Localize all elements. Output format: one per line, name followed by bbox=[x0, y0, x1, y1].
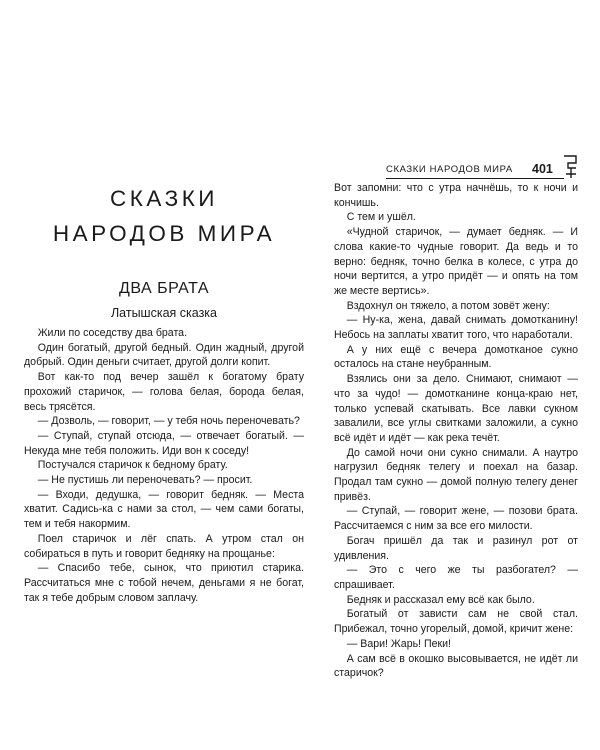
page-number: 401 bbox=[532, 162, 553, 176]
paragraph: Богач пришёл да так и разинул рот от удивления. bbox=[334, 534, 578, 562]
running-title: СКАЗКИ НАРОДОВ МИРА bbox=[386, 164, 513, 175]
tale-title: ДВА БРАТА bbox=[118, 280, 210, 297]
paragraph: — Не пустишь ли переночевать? — просит. bbox=[37, 474, 253, 487]
left-column bbox=[24, 181, 304, 605]
paragraph: Жили по соседству два брата. bbox=[37, 327, 188, 339]
tale-subtitle: Латышская сказка bbox=[110, 306, 218, 320]
paragraph: А сам всё в окошко высовывается, не идёт ли старичок? bbox=[334, 652, 578, 680]
paragraph: До самой ночи они сукно снимали. А наутро нагрузил бедняк телегу и поехал на базар. Продал там сукно — домой полную телегу денег привёз. bbox=[334, 446, 578, 503]
paragraph: Поел старичок и лёг спать. А утром стал он собираться в путь и говорит бедняку на прощанье: bbox=[24, 532, 304, 560]
paragraph: «Чудной старичок, — думает бедняк. — И слова какие-то чудные говорит. Да ведь и то верно: бедняк, точно белка в колесе, с утра до ночи вертится, а утро придёт — и опять на том же месте вертись». bbox=[334, 226, 578, 297]
paragraph: Богатый от зависти сам не свой стал. Прибежал, точно угорелый, домой, кричит жене: bbox=[334, 608, 578, 636]
paragraph: — Это с чего же ты разбогател? — спрашивает. bbox=[334, 564, 578, 591]
paragraph: — Ступай, — говорит жене, — позови брата. Рассчитаемся с ним за все его милости. bbox=[334, 505, 578, 533]
paragraph: — Спасибо тебе, сынок, что приютил старика. Рассчитаться мне с тобой нечем, деньгами я не богат, так я тебе добрым словом заплачу. bbox=[24, 562, 304, 604]
paragraph: Взялись они за дело. Снимают, снимают — что за чудо! — домотканине конца-краю нет, только успевай скатывать. Все лавки сукном завалили, все углы свитками заложили, а сукно всё идёт и идёт — как река течёт. bbox=[334, 373, 578, 444]
paragraph: Вздохнул он тяжело, а потом зовёт жену: bbox=[346, 299, 550, 312]
right-column bbox=[334, 181, 578, 681]
paragraph: — Дозволь, — говорит, — у тебя ночь переночевать? bbox=[37, 415, 300, 428]
paragraph: Вот запомни: что с утра начнёшь, то к ночи и кончишь. bbox=[334, 182, 578, 209]
corner-ornament-icon bbox=[562, 154, 580, 180]
paragraph: Постучался старичок к бедному брату. bbox=[37, 459, 228, 472]
paragraph: Вот как-то под вечер зашёл к богатому брату прохожий старичок, — голова белая, борода белая, весь трясётся. bbox=[24, 371, 304, 413]
paragraph: Бедняк и рассказал ему всё как было. bbox=[346, 593, 535, 606]
paragraph: — Вари! Жарь! Пеки! bbox=[346, 637, 452, 650]
paragraph: Один богатый, другой бедный. Один жадный, другой добрый. Один деньги считает, другой долги копит. bbox=[24, 341, 304, 369]
paragraph: А у них ещё с вечера домотканое сукно осталось на стане неубранным. bbox=[334, 343, 578, 371]
paragraph: С тем и ушёл. bbox=[346, 211, 416, 224]
paragraph: — Ну-ка, жена, давай снимать домотканину! Небось на заплаты хватит того, что наработали. bbox=[334, 314, 578, 342]
collection-title: СКАЗКИ НАРОДОВ МИРА bbox=[52, 186, 276, 246]
paragraph: — Входи, дедушка, — говорит бедняк. — Места хватит. Садись-ка с нами за стол, — чем сами богаты, тем и тебя накормим. bbox=[24, 488, 304, 531]
paragraph: — Ступай, ступай отсюда, — отвечает богатый. — Некуда мне тебя положить. Иди вон к соседу! bbox=[24, 429, 304, 457]
